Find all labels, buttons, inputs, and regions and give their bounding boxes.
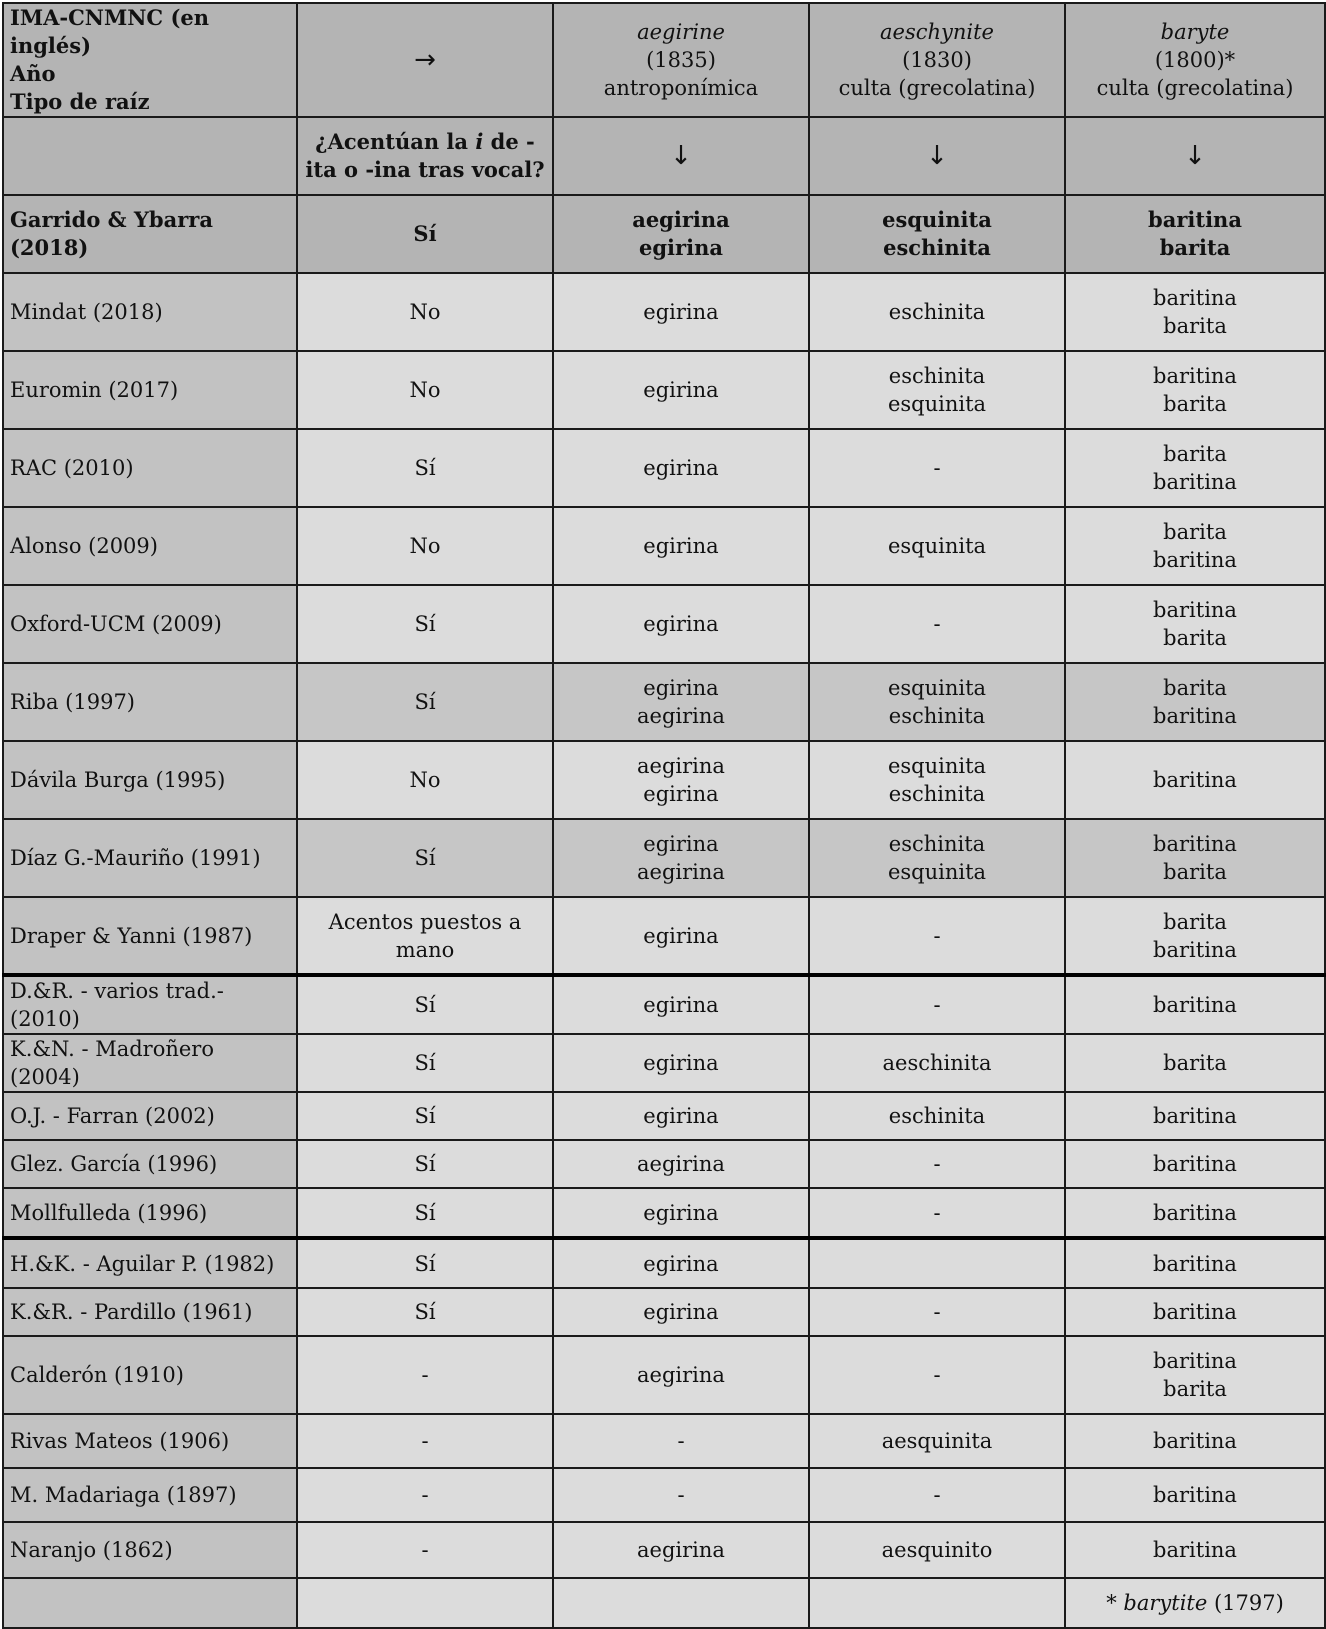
accent-cell: - <box>297 1522 553 1578</box>
source-cell: Euromin (2017) <box>3 351 297 429</box>
header-label-line: IMA-CNMNC (en inglés) <box>10 5 210 58</box>
baryte-cell <box>1065 1238 1325 1288</box>
header-label-cell <box>3 3 297 117</box>
term: aeschinita <box>882 1051 992 1075</box>
table-row <box>3 897 1325 975</box>
aeschynite-cell <box>809 429 1065 507</box>
accent-cell: No <box>297 741 553 819</box>
source-cell: Mollfulleda (1996) <box>3 1188 297 1238</box>
term: - <box>933 1483 941 1507</box>
table-row <box>3 1522 1325 1578</box>
source-cell: O.J. - Farran (2002) <box>3 1092 297 1140</box>
term: aegirina <box>637 1363 725 1387</box>
term: baritina <box>1148 207 1242 232</box>
term: eschinita <box>888 832 986 856</box>
term: - <box>933 612 941 636</box>
aeschynite-cell <box>809 195 1065 273</box>
baryte-cell <box>1065 819 1325 897</box>
mineral-root-type: antroponímica <box>603 76 759 100</box>
footnote-italic: barytite <box>1123 1591 1208 1615</box>
down-arrow-icon: ↓ <box>1184 140 1206 171</box>
aeschynite-cell <box>809 273 1065 351</box>
term: egirina <box>643 378 719 402</box>
source-cell: Garrido & Ybarra (2018) <box>3 195 297 273</box>
aegirine-cell <box>553 195 809 273</box>
down-arrow-cell <box>553 117 809 195</box>
term: aegirina <box>632 207 730 232</box>
header-label-line: Tipo de raíz <box>10 89 150 114</box>
table-row <box>3 1092 1325 1140</box>
baryte-cell <box>1065 897 1325 975</box>
mineral-name: aeschynite <box>880 20 994 44</box>
term: esquinita <box>882 207 992 232</box>
aeschynite-cell <box>809 663 1065 741</box>
accent-cell: Sí <box>297 1034 553 1092</box>
source-cell: Calderón (1910) <box>3 1336 297 1414</box>
table-row <box>3 819 1325 897</box>
aeschynite-cell <box>809 1414 1065 1468</box>
footnote-row <box>3 1578 1325 1628</box>
footnote-cell <box>1065 1578 1325 1628</box>
term: aegirina <box>637 704 725 728</box>
aeschynite-cell <box>809 819 1065 897</box>
baryte-cell <box>1065 1288 1325 1336</box>
aeschynite-cell <box>809 1238 1065 1288</box>
term: aegirina <box>637 754 725 778</box>
source-cell: Naranjo (1862) <box>3 1522 297 1578</box>
term: baritina <box>1153 1200 1237 1225</box>
empty-cell <box>809 1578 1065 1628</box>
term: esquinita <box>887 754 987 778</box>
term: egirina <box>643 832 719 856</box>
aegirine-cell <box>553 1034 809 1092</box>
baryte-cell <box>1065 351 1325 429</box>
accent-cell: Sí <box>297 1288 553 1336</box>
down-arrow-cell <box>1065 117 1325 195</box>
mineral-year: (1830) <box>902 48 972 72</box>
accent-cell: No <box>297 273 553 351</box>
source-cell: K.&N. - Madroñero (2004) <box>3 1034 297 1092</box>
source-cell: Díaz G.-Mauriño (1991) <box>3 819 297 897</box>
term: baritina <box>1153 1429 1237 1453</box>
term: barita <box>1163 1377 1227 1401</box>
mineral-header-aegirine <box>553 3 809 117</box>
aegirine-cell <box>553 1414 809 1468</box>
term: baritina <box>1153 364 1237 388</box>
down-arrow-icon: ↓ <box>926 140 948 171</box>
term: aesquinito <box>881 1538 993 1562</box>
source-cell: Alonso (2009) <box>3 507 297 585</box>
aegirine-cell <box>553 1336 809 1414</box>
table-row <box>3 1288 1325 1336</box>
aeschynite-cell <box>809 1468 1065 1522</box>
term: egirina <box>643 923 719 948</box>
term: egirina <box>643 1051 719 1075</box>
term: barita <box>1163 1051 1227 1075</box>
term: - <box>677 1483 685 1507</box>
term: egirina <box>643 1104 719 1128</box>
accent-cell: Sí <box>297 1140 553 1188</box>
term: eschinita <box>883 235 991 260</box>
aegirine-cell <box>553 663 809 741</box>
down-arrow-cell <box>809 117 1065 195</box>
term: aegirina <box>637 1538 725 1562</box>
table-row <box>3 1468 1325 1522</box>
accent-cell: Sí <box>297 1092 553 1140</box>
baryte-cell <box>1065 1336 1325 1414</box>
term: egirina <box>643 782 719 806</box>
term: egirina <box>639 235 723 260</box>
mineral-root-type: culta (grecolatina) <box>1096 76 1294 100</box>
term: egirina <box>643 993 719 1017</box>
source-cell: Mindat (2018) <box>3 273 297 351</box>
accent-cell: No <box>297 507 553 585</box>
term: eschinita <box>888 300 986 324</box>
source-cell: RAC (2010) <box>3 429 297 507</box>
accent-cell: Sí <box>297 975 553 1034</box>
baryte-cell <box>1065 1140 1325 1188</box>
aeschynite-cell <box>809 1034 1065 1092</box>
baryte-cell <box>1065 1188 1325 1238</box>
table-row <box>3 351 1325 429</box>
aegirine-cell <box>553 1468 809 1522</box>
source-cell: D.&R. - varios trad.- (2010) <box>3 975 297 1034</box>
mineral-year: (1835) <box>646 48 716 72</box>
aegirine-cell <box>553 1288 809 1336</box>
mineral-name: aegirine <box>637 20 725 44</box>
aeschynite-cell <box>809 741 1065 819</box>
table-row <box>3 975 1325 1034</box>
term: esquinita <box>887 392 987 416</box>
term: barita <box>1159 235 1231 260</box>
term: eschinita <box>888 364 986 388</box>
source-cell: M. Madariaga (1897) <box>3 1468 297 1522</box>
aeschynite-cell <box>809 897 1065 975</box>
table-row <box>3 1188 1325 1238</box>
term: esquinita <box>887 860 987 884</box>
term: - <box>933 993 941 1017</box>
question-cell <box>297 117 553 195</box>
mineral-header-baryte <box>1065 3 1325 117</box>
mineral-name: baryte <box>1160 20 1230 44</box>
question-row <box>3 117 1325 195</box>
accent-cell: Sí <box>297 1188 553 1238</box>
term: aegirina <box>637 1152 725 1176</box>
aeschynite-cell <box>809 1140 1065 1188</box>
term: barita <box>1163 442 1227 466</box>
aegirine-cell <box>553 1188 809 1238</box>
header-label-line: Año <box>10 61 56 86</box>
header-row <box>3 3 1325 117</box>
term: barita <box>1163 314 1227 338</box>
source-cell: H.&K. - Aguilar P. (1982) <box>3 1238 297 1288</box>
aegirine-cell <box>553 975 809 1034</box>
aeschynite-cell <box>809 351 1065 429</box>
mineral-header-aeschynite <box>809 3 1065 117</box>
aegirine-cell <box>553 585 809 663</box>
term: egirina <box>643 300 719 324</box>
source-cell: Draper & Yanni (1987) <box>3 897 297 975</box>
table-row <box>3 1140 1325 1188</box>
baryte-cell <box>1065 663 1325 741</box>
table-row <box>3 1336 1325 1414</box>
term: - <box>933 923 941 948</box>
aegirine-cell <box>553 741 809 819</box>
down-arrow-icon: ↓ <box>670 140 692 171</box>
table-row <box>3 1034 1325 1092</box>
mineral-root-type: culta (grecolatina) <box>838 76 1036 100</box>
term: baritina <box>1153 1538 1237 1562</box>
table-row <box>3 429 1325 507</box>
table-row <box>3 741 1325 819</box>
baryte-cell <box>1065 975 1325 1034</box>
accent-cell: - <box>297 1336 553 1414</box>
source-cell: Dávila Burga (1995) <box>3 741 297 819</box>
footnote-rest: (1797) <box>1207 1591 1284 1615</box>
baryte-cell <box>1065 585 1325 663</box>
baryte-cell <box>1065 429 1325 507</box>
term: baritina <box>1153 1152 1237 1176</box>
baryte-cell <box>1065 507 1325 585</box>
aegirine-cell <box>553 429 809 507</box>
footnote-star: * <box>1106 1591 1124 1615</box>
term: baritina <box>1153 768 1237 792</box>
term: egirina <box>643 534 719 558</box>
accent-cell: - <box>297 1414 553 1468</box>
question-text-italic: i <box>475 129 484 154</box>
term: eschinita <box>888 704 986 728</box>
empty-cell <box>297 1578 553 1628</box>
table-row <box>3 1238 1325 1288</box>
aeschynite-cell <box>809 1288 1065 1336</box>
term: - <box>933 456 941 480</box>
baryte-cell <box>1065 1414 1325 1468</box>
term: barita <box>1163 626 1227 650</box>
aegirine-cell <box>553 1238 809 1288</box>
header-arrow-cell <box>297 3 553 117</box>
comparison-table <box>2 2 1326 1629</box>
source-cell: K.&R. - Pardillo (1961) <box>3 1288 297 1336</box>
term: esquinita <box>887 534 987 558</box>
term: egirina <box>643 612 719 636</box>
accent-cell: Sí <box>297 585 553 663</box>
mineral-year: (1800)* <box>1154 48 1236 72</box>
aegirine-cell <box>553 897 809 975</box>
source-cell: Oxford-UCM (2009) <box>3 585 297 663</box>
table-row <box>3 585 1325 663</box>
aegirine-cell <box>553 1522 809 1578</box>
term: eschinita <box>888 782 986 806</box>
table-row <box>3 507 1325 585</box>
baryte-cell <box>1065 1034 1325 1092</box>
aeschynite-cell <box>809 585 1065 663</box>
term: baritina <box>1153 1104 1237 1128</box>
baryte-cell <box>1065 741 1325 819</box>
term: barita <box>1163 392 1227 416</box>
source-cell: Riba (1997) <box>3 663 297 741</box>
aegirine-cell <box>553 819 809 897</box>
term: barita <box>1163 860 1227 884</box>
empty-cell <box>3 1578 297 1628</box>
term: baritina <box>1153 937 1237 962</box>
term: egirina <box>643 1200 719 1225</box>
term: barita <box>1163 520 1227 544</box>
empty-cell <box>553 1578 809 1628</box>
term: baritina <box>1153 832 1237 856</box>
source-cell: Glez. García (1996) <box>3 1140 297 1188</box>
term: baritina <box>1153 704 1237 728</box>
term: baritina <box>1153 993 1237 1017</box>
question-text-pre: ¿Acentúan la <box>315 129 476 154</box>
baryte-cell <box>1065 273 1325 351</box>
aeschynite-cell <box>809 975 1065 1034</box>
accent-cell: Sí <box>297 819 553 897</box>
term: barita <box>1163 676 1227 700</box>
term: - <box>933 1363 941 1387</box>
term: esquinita <box>887 676 987 700</box>
source-cell: Rivas Mateos (1906) <box>3 1414 297 1468</box>
reference-row <box>3 195 1325 273</box>
term: baritina <box>1153 1251 1237 1276</box>
term: baritina <box>1153 1483 1237 1507</box>
question-text-post: de -ita o -ina tras vocal? <box>305 129 545 182</box>
table-row <box>3 1414 1325 1468</box>
empty-cell <box>3 117 297 195</box>
term: - <box>933 1200 941 1225</box>
baryte-cell <box>1065 1522 1325 1578</box>
table-row <box>3 663 1325 741</box>
term: baritina <box>1153 1349 1237 1373</box>
aeschynite-cell <box>809 507 1065 585</box>
aeschynite-cell <box>809 1522 1065 1578</box>
accent-cell: Sí <box>297 195 553 273</box>
term: aegirina <box>637 860 725 884</box>
aegirine-cell <box>553 273 809 351</box>
aeschynite-cell <box>809 1092 1065 1140</box>
table-row <box>3 273 1325 351</box>
term: baritina <box>1153 470 1237 494</box>
accent-cell: Acentos puestos a mano <box>297 897 553 975</box>
term: aesquinita <box>881 1429 993 1453</box>
baryte-cell <box>1065 1468 1325 1522</box>
term: egirina <box>643 676 719 700</box>
term: barita <box>1163 909 1227 934</box>
term: baritina <box>1153 598 1237 622</box>
term: - <box>933 1152 941 1176</box>
accent-cell: Sí <box>297 429 553 507</box>
term: - <box>677 1429 685 1453</box>
term: baritina <box>1153 548 1237 572</box>
accent-cell: Sí <box>297 1238 553 1288</box>
term: baritina <box>1153 1300 1237 1324</box>
aeschynite-cell <box>809 1336 1065 1414</box>
term: - <box>933 1300 941 1324</box>
term: egirina <box>643 1300 719 1324</box>
aegirine-cell <box>553 1092 809 1140</box>
term: baritina <box>1153 286 1237 310</box>
accent-cell: Sí <box>297 663 553 741</box>
term: egirina <box>643 456 719 480</box>
aegirine-cell <box>553 351 809 429</box>
right-arrow-icon: → <box>414 44 436 75</box>
accent-cell: - <box>297 1468 553 1522</box>
term: eschinita <box>888 1104 986 1128</box>
term: egirina <box>643 1251 719 1276</box>
baryte-cell <box>1065 1092 1325 1140</box>
aegirine-cell <box>553 1140 809 1188</box>
baryte-cell <box>1065 195 1325 273</box>
aeschynite-cell <box>809 1188 1065 1238</box>
aegirine-cell <box>553 507 809 585</box>
accent-cell: No <box>297 351 553 429</box>
